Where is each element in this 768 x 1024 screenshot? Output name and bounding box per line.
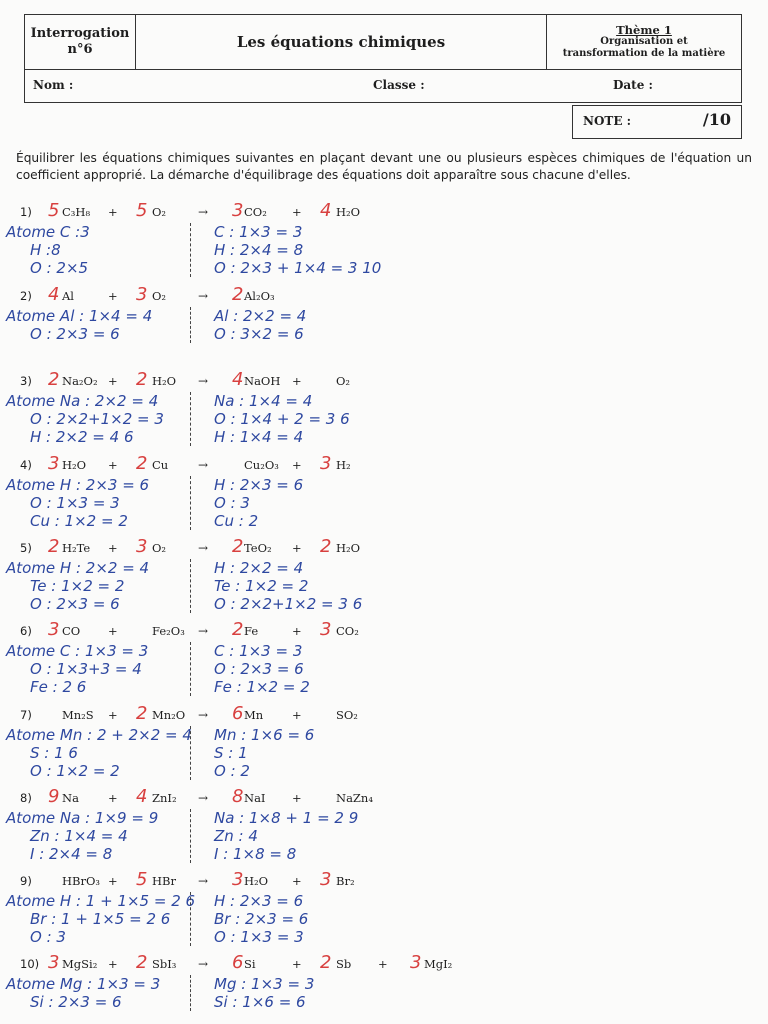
nom-label: Nom : xyxy=(33,78,74,92)
work-left-line: Atome H : 2×2 = 4 xyxy=(6,559,150,577)
equation-op2: + xyxy=(292,957,302,971)
equation-number: 9) xyxy=(20,874,32,888)
work-right-line: Te : 1×2 = 2 xyxy=(214,577,309,595)
equation-row xyxy=(0,285,768,307)
work-right-line: S : 1 xyxy=(214,744,248,762)
note-value: /10 xyxy=(702,110,731,129)
work-right-line: Mg : 1×3 = 3 xyxy=(214,975,315,993)
work-right-line: O : 2×3 = 6 xyxy=(214,660,304,678)
equation-op2: + xyxy=(292,624,302,638)
equation-p1: NaI xyxy=(244,791,266,805)
equation-op3: + xyxy=(378,957,388,971)
equation-r2: O₂ xyxy=(152,289,167,303)
equation-p2: CO₂ xyxy=(336,624,359,638)
equation-p3: MgI₂ xyxy=(424,957,453,971)
equation-p2-c: 3 xyxy=(320,619,332,640)
equation-p1-c: 4 xyxy=(232,369,244,390)
equation-number: 5) xyxy=(20,541,32,555)
work-left-line: Atome H : 1 + 1×5 = 2 6 xyxy=(6,892,196,910)
equation-p2: NaZn₄ xyxy=(336,791,373,805)
equation-p1: NaOH xyxy=(244,374,281,388)
work-left-line: Fe : 2 6 xyxy=(30,678,87,696)
equation-p1: H₂O xyxy=(244,874,269,888)
page-title: Les équations chimiques xyxy=(236,33,446,51)
equation-r2-c: 2 xyxy=(136,453,148,474)
equation-r1: Na xyxy=(62,791,79,805)
equation-p1-c: 3 xyxy=(232,200,244,221)
work-right-line: I : 1×8 = 8 xyxy=(214,845,297,863)
equation-r2-c: 2 xyxy=(136,952,148,973)
work-left-line: O : 2×5 xyxy=(30,259,89,277)
work-right-line: Mn : 1×6 = 6 xyxy=(214,726,315,744)
equation-op2: + xyxy=(292,874,302,888)
work-right-line: O : 2×3 + 1×4 = 3 10 xyxy=(214,259,382,277)
equation-p1-c: 6 xyxy=(232,952,244,973)
equation-arrow: → xyxy=(198,708,209,722)
equation-row xyxy=(0,370,768,392)
equation-r1: CO xyxy=(62,624,81,638)
theme-cell xyxy=(547,15,741,69)
equation-p2-c: 3 xyxy=(320,453,332,474)
equation-op1: + xyxy=(108,874,118,888)
equation-p2: O₂ xyxy=(336,374,351,388)
equation-op2: + xyxy=(292,458,302,472)
note-box xyxy=(572,105,742,139)
equation-number: 10) xyxy=(20,957,40,971)
equation-p1-c: 8 xyxy=(232,786,244,807)
work-right-line: O : 2×2+1×2 = 3 6 xyxy=(214,595,363,613)
work-left-line: Te : 1×2 = 2 xyxy=(30,577,125,595)
work-divider xyxy=(190,892,191,946)
work-divider xyxy=(190,642,191,696)
work-left-line: H :8 xyxy=(30,241,61,259)
work-left-line: Atome Mg : 1×3 = 3 xyxy=(6,975,161,993)
work-left-line: H : 2×2 = 4 6 xyxy=(30,428,134,446)
equation-row xyxy=(0,704,768,726)
equation-r2-c: 3 xyxy=(136,284,148,305)
work-right-line: H : 2×3 = 6 xyxy=(214,892,304,910)
work-left-line: O : 3 xyxy=(30,928,66,946)
header-table xyxy=(24,14,742,104)
date-label: Date : xyxy=(613,78,653,92)
interro-number: n°6 xyxy=(67,42,93,57)
equation-arrow: → xyxy=(198,624,209,638)
equation-op1: + xyxy=(108,708,118,722)
theme-label: Thème 1 xyxy=(616,23,672,37)
equation-r1-c: 5 xyxy=(48,200,60,221)
equation-p1: Mn xyxy=(244,708,264,722)
work-left-line: Atome Na : 1×9 = 9 xyxy=(6,809,159,827)
work-left-line: Atome Al : 1×4 = 4 xyxy=(6,307,153,325)
equation-r2: O₂ xyxy=(152,205,167,219)
work-left-line: O : 1×3+3 = 4 xyxy=(30,660,142,678)
equation-r1: H₂O xyxy=(62,458,87,472)
equation-r2-c: 5 xyxy=(136,200,148,221)
equation-r2-c: 4 xyxy=(136,786,148,807)
work-right-line: Al : 2×2 = 4 xyxy=(214,307,307,325)
work-right-line: O : 2 xyxy=(214,762,250,780)
equation-number: 2) xyxy=(20,289,32,303)
work-right-line: O : 1×3 = 3 xyxy=(214,928,304,946)
equation-r2: O₂ xyxy=(152,541,167,555)
work-left-line: O : 2×3 = 6 xyxy=(30,325,120,343)
title-cell xyxy=(136,15,547,69)
work-right-line: H : 2×3 = 6 xyxy=(214,476,304,494)
equation-p1: Si xyxy=(244,957,256,971)
work-right-line: O : 3 xyxy=(214,494,250,512)
equation-r1-c: 3 xyxy=(48,453,60,474)
equation-r1-c: 3 xyxy=(48,952,60,973)
equation-arrow: → xyxy=(198,205,209,219)
work-divider xyxy=(190,559,191,613)
work-left-line: O : 1×3 = 3 xyxy=(30,494,120,512)
work-right-line: Na : 1×4 = 4 xyxy=(214,392,313,410)
equation-p2-c: 4 xyxy=(320,200,332,221)
equation-number: 1) xyxy=(20,205,32,219)
work-left-line: Si : 2×3 = 6 xyxy=(30,993,122,1011)
equation-p1-c: 6 xyxy=(232,703,244,724)
equation-row xyxy=(0,201,768,223)
equation-arrow: → xyxy=(198,957,209,971)
note-label: NOTE : xyxy=(583,114,632,128)
work-left-line: O : 2×2+1×2 = 3 xyxy=(30,410,164,428)
equation-op2: + xyxy=(292,541,302,555)
interro-label: Interrogation xyxy=(30,26,130,41)
equation-r1: H₂Te xyxy=(62,541,91,555)
work-right-line: O : 1×4 + 2 = 3 6 xyxy=(214,410,350,428)
equation-number: 3) xyxy=(20,374,32,388)
equation-p2-c: 2 xyxy=(320,952,332,973)
equation-op1: + xyxy=(108,541,118,555)
equation-p1: CO₂ xyxy=(244,205,267,219)
equation-r2: HBr xyxy=(152,874,176,888)
work-right-line: Fe : 1×2 = 2 xyxy=(214,678,310,696)
work-divider xyxy=(190,809,191,863)
equation-r1-c: 3 xyxy=(48,619,60,640)
equation-r1-c: 9 xyxy=(48,786,60,807)
equation-p2: H₂ xyxy=(336,458,351,472)
work-left-line: Atome C : 1×3 = 3 xyxy=(6,642,149,660)
interro-cell xyxy=(25,15,136,69)
equation-arrow: → xyxy=(198,374,209,388)
equation-p2: SO₂ xyxy=(336,708,358,722)
equation-number: 7) xyxy=(20,708,32,722)
equation-r1: Mn₂S xyxy=(62,708,94,722)
equation-r2-c: 2 xyxy=(136,703,148,724)
work-left-line: Br : 1 + 1×5 = 2 6 xyxy=(30,910,171,928)
equation-row xyxy=(0,454,768,476)
equation-arrow: → xyxy=(198,791,209,805)
work-left-line: O : 1×2 = 2 xyxy=(30,762,120,780)
equation-op2: + xyxy=(292,708,302,722)
equation-p1: Fe xyxy=(244,624,259,638)
equation-number: 6) xyxy=(20,624,32,638)
work-left-line: Atome H : 2×3 = 6 xyxy=(6,476,150,494)
equation-op1: + xyxy=(108,458,118,472)
equation-r2-c: 3 xyxy=(136,536,148,557)
equation-arrow: → xyxy=(198,289,209,303)
equation-row xyxy=(0,870,768,892)
work-right-line: C : 1×3 = 3 xyxy=(214,223,303,241)
equation-r1: MgSi₂ xyxy=(62,957,98,971)
instructions: Équilibrer les équations chimiques suivantes en plaçant devant une ou plusieurs espèces chimiques de l'équation un coefficient approprié. La démarche d'équilibrage des équations doit apparaître sous chacune d'elles. xyxy=(16,151,752,182)
work-right-line: H : 2×2 = 4 xyxy=(214,559,304,577)
work-right-line: H : 2×4 = 8 xyxy=(214,241,304,259)
equation-r1-c: 2 xyxy=(48,536,60,557)
work-right-line: Si : 1×6 = 6 xyxy=(214,993,306,1011)
equation-op2: + xyxy=(292,791,302,805)
equation-p2: H₂O xyxy=(336,205,361,219)
equation-row xyxy=(0,537,768,559)
equation-p3-c: 3 xyxy=(410,952,422,973)
equation-p1: Cu₂O₃ xyxy=(244,458,279,472)
equation-p2-c: 3 xyxy=(320,869,332,890)
equation-r2-c: 5 xyxy=(136,869,148,890)
equation-r1: C₃H₈ xyxy=(62,205,91,219)
work-right-line: Br : 2×3 = 6 xyxy=(214,910,309,928)
work-divider xyxy=(190,726,191,780)
work-left-line: S : 1 6 xyxy=(30,744,78,762)
work-left-line: Atome C :3 xyxy=(6,223,90,241)
work-right-line: Zn : 4 xyxy=(214,827,258,845)
equation-p1-c: 3 xyxy=(232,869,244,890)
work-right-line: Na : 1×8 + 1 = 2 9 xyxy=(214,809,359,827)
work-left-line: Zn : 1×4 = 4 xyxy=(30,827,128,845)
classe-label: Classe : xyxy=(373,78,425,92)
equation-op2: + xyxy=(292,205,302,219)
work-left-line: Atome Na : 2×2 = 4 xyxy=(6,392,159,410)
equation-r1-c: 4 xyxy=(48,284,60,305)
work-left-line: I : 2×4 = 8 xyxy=(30,845,113,863)
work-right-line: O : 3×2 = 6 xyxy=(214,325,304,343)
equation-r2: H₂O xyxy=(152,374,177,388)
equation-op2: + xyxy=(292,374,302,388)
equation-p2: Br₂ xyxy=(336,874,355,888)
work-right-line: H : 1×4 = 4 xyxy=(214,428,304,446)
equation-row xyxy=(0,787,768,809)
equation-p1: TeO₂ xyxy=(244,541,272,555)
work-divider xyxy=(190,476,191,530)
equation-p1-c: 2 xyxy=(232,284,244,305)
equation-p1-c: 2 xyxy=(232,619,244,640)
equation-p2-c: 2 xyxy=(320,536,332,557)
work-divider xyxy=(190,392,191,446)
equation-r2: Mn₂O xyxy=(152,708,186,722)
equation-arrow: → xyxy=(198,541,209,555)
header-row xyxy=(24,14,742,70)
equation-r1: HBrO₃ xyxy=(62,874,101,888)
equation-op1: + xyxy=(108,791,118,805)
equation-p1: Al₂O₃ xyxy=(244,289,275,303)
equation-arrow: → xyxy=(198,874,209,888)
equation-p1-c: 2 xyxy=(232,536,244,557)
work-left-line: Atome Mn : 2 + 2×2 = 4 xyxy=(6,726,192,744)
equation-r1: Na₂O₂ xyxy=(62,374,98,388)
work-right-line: C : 1×3 = 3 xyxy=(214,642,303,660)
work-divider xyxy=(190,975,191,1011)
work-divider xyxy=(190,223,191,277)
equation-p2: Sb xyxy=(336,957,352,971)
equation-r2: SbI₃ xyxy=(152,957,177,971)
equation-r2-c: 2 xyxy=(136,369,148,390)
equation-arrow: → xyxy=(198,458,209,472)
work-divider xyxy=(190,307,191,343)
equation-op1: + xyxy=(108,374,118,388)
theme-sub2: transformation de la matière xyxy=(562,48,726,59)
equation-r1: Al xyxy=(62,289,74,303)
theme-sub1: Organisation et xyxy=(600,36,688,47)
equation-r2: ZnI₂ xyxy=(152,791,177,805)
student-info-row xyxy=(24,70,742,103)
work-right-line: Cu : 2 xyxy=(214,512,259,530)
equation-op1: + xyxy=(108,289,118,303)
equation-op1: + xyxy=(108,957,118,971)
equation-row xyxy=(0,953,768,975)
work-left-line: Cu : 1×2 = 2 xyxy=(30,512,128,530)
work-left-line: O : 2×3 = 6 xyxy=(30,595,120,613)
equation-op1: + xyxy=(108,624,118,638)
equation-row xyxy=(0,620,768,642)
equation-p2: H₂O xyxy=(336,541,361,555)
equation-op1: + xyxy=(108,205,118,219)
equation-r1-c: 2 xyxy=(48,369,60,390)
equation-r2: Cu xyxy=(152,458,169,472)
equation-r2: Fe₂O₃ xyxy=(152,624,185,638)
equation-number: 4) xyxy=(20,458,32,472)
equation-number: 8) xyxy=(20,791,32,805)
